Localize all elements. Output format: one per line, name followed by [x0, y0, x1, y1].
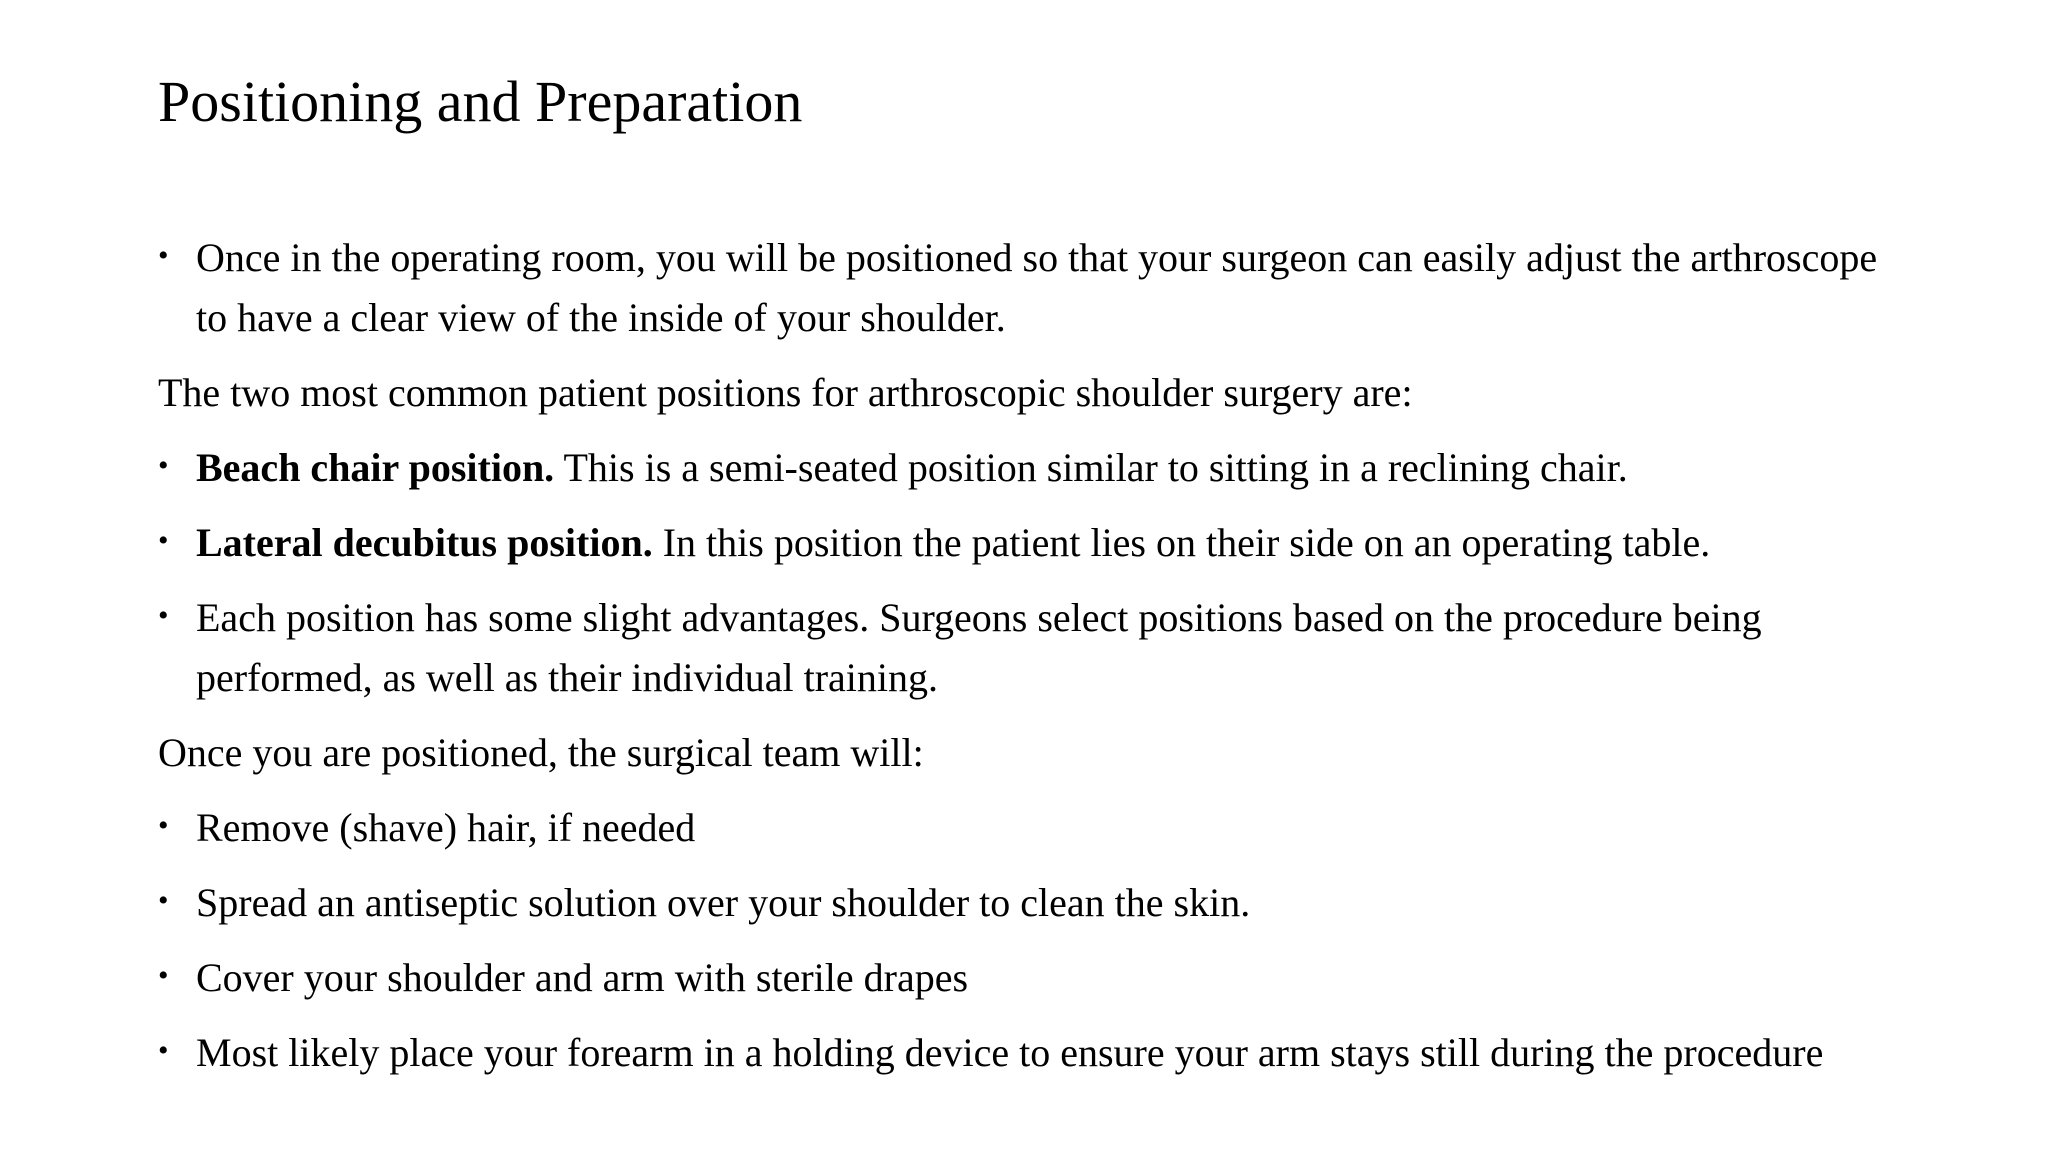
bullet-item [158, 948, 1918, 1008]
bullet-item [158, 588, 1918, 708]
bullet-item [158, 873, 1918, 933]
bullet-dot: • [158, 449, 169, 482]
bullet-item [158, 1023, 1918, 1083]
paragraph-text: Once you are positioned, the surgical team will: [158, 730, 924, 775]
bullet-bold-label: Lateral decubitus position. [196, 520, 653, 565]
bullet-item [158, 228, 1918, 348]
bullet-item [158, 438, 1918, 498]
slide-body [158, 228, 1918, 1098]
bullet-dot: • [158, 809, 169, 842]
bullet-text: In this position the patient lies on their side on an operating table. [652, 520, 1711, 565]
bullet-item [158, 513, 1918, 573]
bullet-text: This is a semi-seated position similar to sitting in a reclining chair. [554, 445, 1628, 490]
bullet-text: Most likely place your forearm in a holding device to ensure your arm stays still during the procedure [196, 1030, 1824, 1075]
paragraph-text: The two most common patient positions for arthroscopic shoulder surgery are: [158, 370, 1413, 415]
bullet-text: Cover your shoulder and arm with sterile drapes [196, 955, 969, 1000]
bullet-dot: • [158, 884, 169, 917]
bullet-dot: • [158, 524, 169, 557]
bullet-text: Remove (shave) hair, if needed [196, 805, 696, 850]
bullet-item [158, 798, 1918, 858]
bullet-text: Once in the operating room, you will be positioned so that your surgeon can easily adjust the arthroscope to have a clear view of the inside of your shoulder. [196, 235, 1878, 340]
bullet-bold-label: Beach chair position. [196, 445, 555, 490]
bullet-text: Each position has some slight advantages. Surgeons select positions based on the procedure being performed, as well as their individual training. [196, 595, 1762, 700]
bullet-dot: • [158, 239, 169, 272]
slide-title: Positioning and Preparation [158, 69, 803, 134]
paragraph [158, 363, 1918, 423]
bullet-dot: • [158, 599, 169, 632]
paragraph [158, 723, 1918, 783]
bullet-text: Spread an antiseptic solution over your shoulder to clean the skin. [196, 880, 1251, 925]
bullet-dot: • [158, 1034, 169, 1067]
bullet-dot: • [158, 959, 169, 992]
